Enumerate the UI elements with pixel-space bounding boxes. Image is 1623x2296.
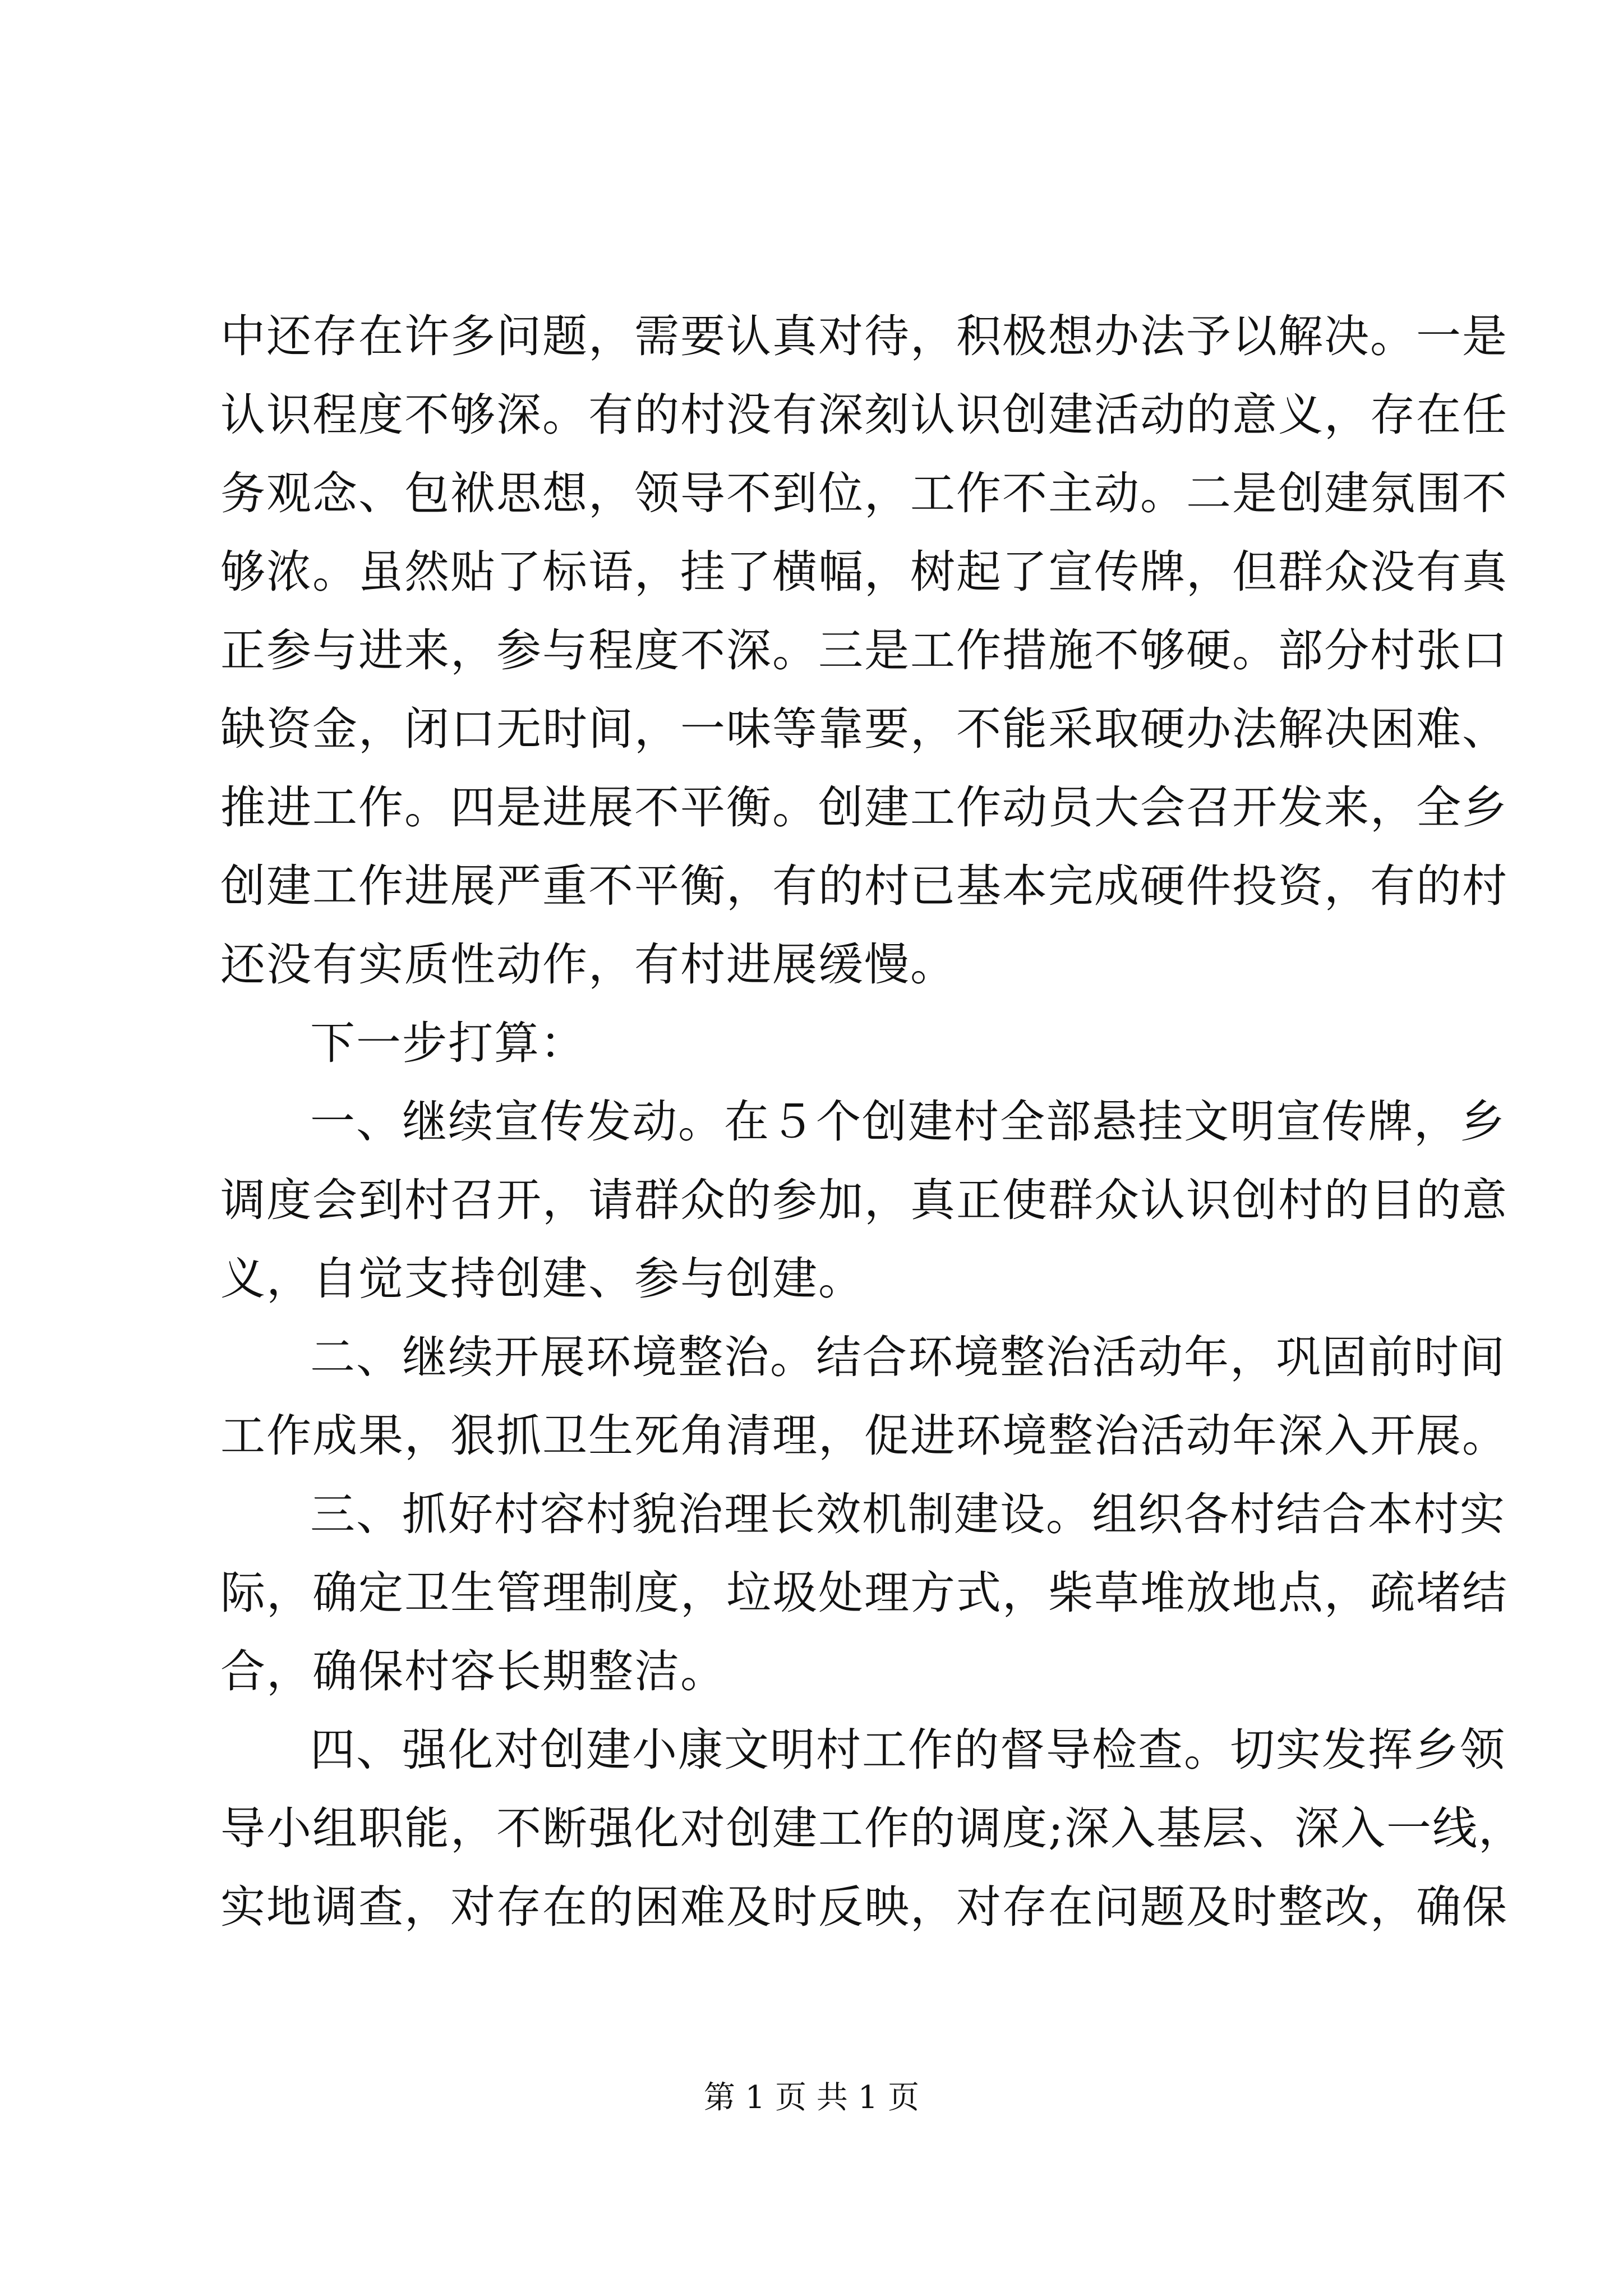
page-footer (0, 2076, 1623, 2120)
text-line-6: 缺资金，闭口无时间，一味等靠要，不能采取硬办法解决困难、 (220, 703, 1508, 755)
text-line-16: 三、抓好村容村貌治理长效机制建设。组织各村结合本村实 (310, 1488, 1506, 1540)
text-line-21: 实地调查，对存在的困难及时反映，对存在问题及时整改，确保 (220, 1881, 1508, 1933)
text-line-3: 务观念、包袱思想，领导不到位，工作不主动。二是创建氛围不 (220, 467, 1508, 519)
text-line-12: 调度会到村召开，请群众的参加，真正使群众认识创村的目的意 (220, 1174, 1508, 1226)
section-heading-next-steps: 下一步打算： (310, 1017, 586, 1069)
page-number-label: 第 1 页 共 1 页 (703, 2079, 920, 2116)
text-line-14: 二、继续开展环境整治。结合环境整治活动年，巩固前时间 (310, 1331, 1506, 1383)
text-line-20: 导小组职能，不断强化对创建工作的调度;深入基层、深入一线， (220, 1802, 1524, 1855)
text-line-17: 际，确定卫生管理制度，垃圾处理方式，柴草堆放地点，疏堵结 (220, 1567, 1508, 1619)
text-line-15: 工作成果，狠抓卫生死角清理，促进环境整治活动年深入开展。 (220, 1410, 1508, 1462)
text-line-7: 推进工作。四是进展不平衡。创建工作动员大会召开发来，全乡 (220, 781, 1508, 834)
text-line-4: 够浓。虽然贴了标语，挂了横幅，树起了宣传牌，但群众没有真 (220, 546, 1508, 598)
document-body (220, 297, 1524, 1947)
text-line-19: 四、强化对创建小康文明村工作的督导检查。切实发挥乡领 (310, 1724, 1506, 1776)
text-line-8: 创建工作进展严重不平衡，有的村已基本完成硬件投资，有的村 (220, 860, 1508, 912)
text-line-9: 还没有实质性动作，有村进展缓慢。 (220, 938, 956, 991)
text-line-2: 认识程度不够深。有的村没有深刻认识创建活动的意义，存在任 (220, 389, 1508, 441)
text-line-18: 合，确保村容长期整洁。 (220, 1645, 726, 1697)
text-line-5: 正参与进来，参与程度不深。三是工作措施不够硬。部分村张口 (220, 624, 1508, 677)
text-line-1: 中还存在许多问题，需要认真对待，积极想办法予以解决。一是 (220, 310, 1508, 362)
text-line-13: 义，自觉支持创建、参与创建。 (220, 1253, 864, 1305)
text-line-11: 一、继续宣传发动。在５个创建村全部悬挂文明宣传牌，乡 (310, 1096, 1506, 1148)
